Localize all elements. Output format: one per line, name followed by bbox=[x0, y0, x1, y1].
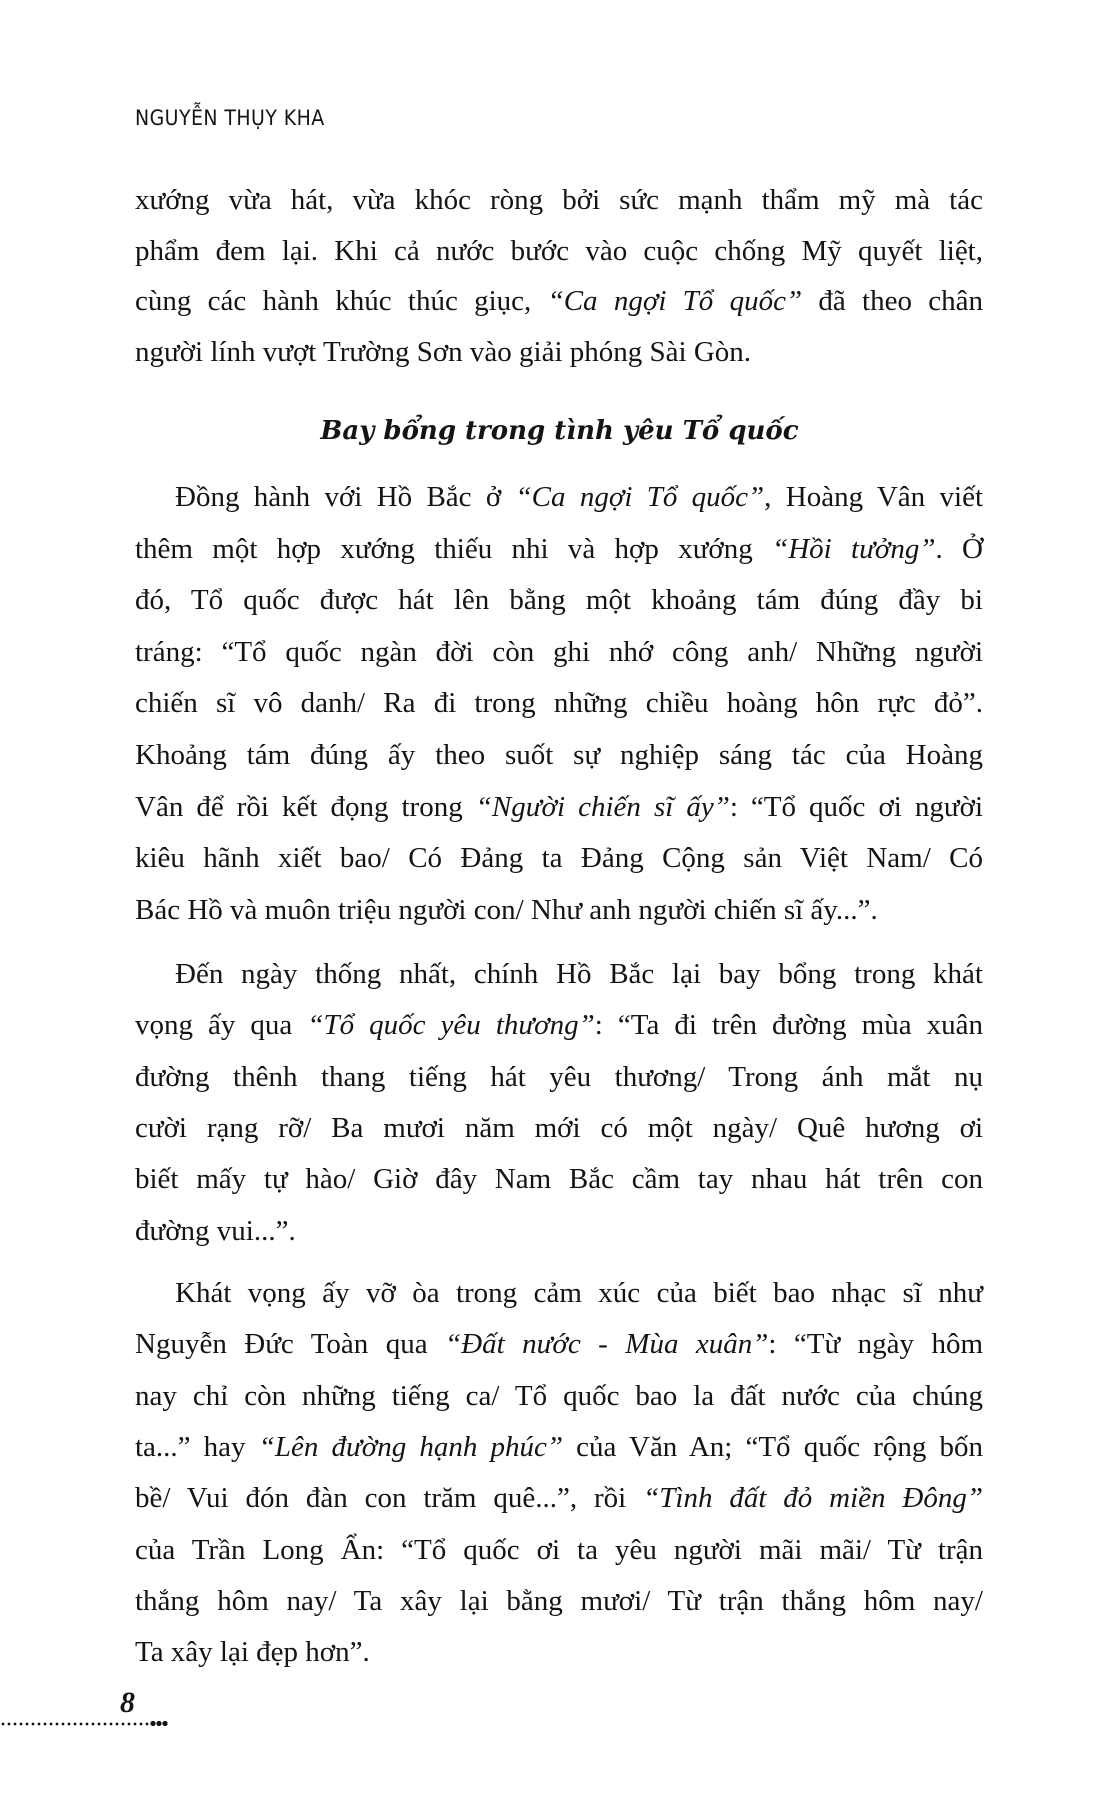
text-line bbox=[135, 1379, 983, 1413]
text-run: đã theo chân bbox=[802, 285, 984, 317]
song-title: “Ca ngợi Tổ quốc” bbox=[515, 481, 765, 513]
text-line bbox=[135, 583, 983, 617]
text-run: cười rạng rỡ/ Ba mươi năm mới có một ngày/ Quê hương ơi bbox=[135, 1111, 983, 1144]
dotted-rule-end bbox=[150, 1720, 168, 1727]
text-run: của Văn An; “Tổ quốc rộng bốn bbox=[563, 1430, 983, 1463]
song-title: “Hồi tưởng” bbox=[772, 532, 936, 565]
text-run: cùng các hành khúc thúc giục, bbox=[135, 285, 548, 317]
text-line bbox=[135, 738, 983, 772]
song-title: “Tổ quốc yêu thương” bbox=[307, 1009, 595, 1042]
text-line bbox=[135, 1635, 983, 1669]
text-line bbox=[135, 1008, 983, 1042]
text-line bbox=[135, 284, 983, 318]
text-line bbox=[135, 841, 983, 875]
text-run: Khát vọng ấy vỡ òa trong cảm xúc của biết bao nhạc sĩ như bbox=[175, 1277, 983, 1309]
text-run: biết mấy tự hào/ Giờ đây Nam Bắc cầm tay nhau hát trên con bbox=[135, 1163, 983, 1196]
text-line bbox=[135, 1430, 983, 1464]
text-line bbox=[135, 234, 983, 268]
text-line bbox=[135, 1111, 983, 1145]
running-header-author: NGUYỄN THỤY KHA bbox=[135, 106, 325, 130]
text-run: đường thênh thang tiếng hát yêu thương/ Trong ánh mắt nụ bbox=[135, 1060, 983, 1093]
text-line bbox=[175, 1276, 983, 1310]
text-run: thêm một hợp xướng thiếu nhi và hợp xướng bbox=[135, 532, 773, 565]
text-line bbox=[135, 1533, 983, 1567]
text-line bbox=[135, 1327, 983, 1361]
text-run: ta...” hay bbox=[135, 1430, 259, 1463]
text-run: đó, Tổ quốc được hát lên bằng một khoảng tám đúng đầy bi bbox=[135, 584, 983, 617]
text-run: Đồng hành với Hồ Bắc ở bbox=[175, 481, 516, 513]
song-title: “Tình đất đỏ miền Đông” bbox=[643, 1482, 983, 1515]
text-line bbox=[175, 480, 983, 514]
text-run: bề/ Vui đón đàn con trăm quê...”, rồi bbox=[135, 1482, 644, 1515]
song-title: “Đất nước - Mùa xuân” bbox=[445, 1328, 769, 1361]
text-line bbox=[135, 532, 983, 566]
song-title: “Ca ngợi Tổ quốc” bbox=[547, 285, 803, 317]
text-line bbox=[135, 1214, 983, 1248]
text-run: : “Ta đi trên đường mùa xuân bbox=[594, 1009, 983, 1042]
text-run: : “Tổ quốc ơi người bbox=[729, 790, 984, 823]
text-run: thắng hôm nay/ Ta xây lại bằng mươi/ Từ trận thắng hôm nay/ bbox=[135, 1584, 983, 1617]
text-line bbox=[135, 183, 983, 217]
text-run: Ta xây lại đẹp hơn”. bbox=[135, 1636, 370, 1669]
text-run: kiêu hãnh xiết bao/ Có Đảng ta Đảng Cộng sản Việt Nam/ Có bbox=[135, 842, 983, 875]
text-run: . Ở bbox=[935, 532, 984, 565]
text-run: : “Từ ngày hôm bbox=[768, 1328, 983, 1361]
text-run: , Hoàng Vân viết bbox=[764, 481, 983, 513]
page-number: 8 bbox=[120, 1686, 135, 1719]
text-run: người lính vượt Trường Sơn vào giải phóng Sài Gòn. bbox=[135, 335, 752, 368]
text-run: chiến sĩ vô danh/ Ra đi trong những chiều hoàng hôn rực đỏ”. bbox=[135, 687, 983, 720]
text-line bbox=[135, 1584, 983, 1618]
text-line bbox=[135, 893, 983, 927]
text-run: Đến ngày thống nhất, chính Hồ Bắc lại bay bổng trong khát bbox=[175, 958, 983, 990]
text-run: phẩm đem lại. Khi cả nước bước vào cuộc chống Mỹ quyết liệt, bbox=[135, 234, 983, 267]
text-line bbox=[135, 686, 983, 720]
dotted-rule bbox=[0, 1722, 162, 1726]
text-run: Bác Hồ và muôn triệu người con/ Như anh người chiến sĩ ấy...”. bbox=[135, 893, 878, 926]
section-heading: Bay bổng trong tình yêu Tổ quốc bbox=[320, 416, 799, 446]
text-run: vọng ấy qua bbox=[135, 1009, 308, 1042]
text-line bbox=[135, 635, 983, 669]
text-run: Khoảng tám đúng ấy theo suốt sự nghiệp sáng tác của Hoàng bbox=[135, 739, 983, 771]
text-run: Nguyễn Đức Toàn qua bbox=[135, 1328, 446, 1361]
text-line bbox=[135, 335, 983, 369]
text-run: Vân để rồi kết đọng trong bbox=[135, 790, 476, 823]
song-title: “Người chiến sĩ ấy” bbox=[475, 790, 730, 823]
song-title: “Lên đường hạnh phúc” bbox=[258, 1430, 564, 1463]
text-line bbox=[135, 1481, 983, 1515]
text-run: của Trần Long Ẩn: “Tổ quốc ơi ta yêu người mãi mãi/ Từ trận bbox=[135, 1533, 983, 1566]
text-line bbox=[175, 957, 983, 991]
text-line bbox=[135, 1162, 983, 1196]
text-run: tráng: “Tổ quốc ngàn đời còn ghi nhớ công anh/ Những người bbox=[135, 635, 983, 668]
text-run: đường vui...”. bbox=[135, 1214, 296, 1247]
text-run: nay chỉ còn những tiếng ca/ Tổ quốc bao la đất nước của chúng bbox=[135, 1379, 983, 1412]
text-line bbox=[135, 790, 983, 824]
text-run: xướng vừa hát, vừa khóc ròng bởi sức mạnh thẩm mỹ mà tác bbox=[135, 184, 983, 216]
text-line bbox=[135, 1060, 983, 1094]
